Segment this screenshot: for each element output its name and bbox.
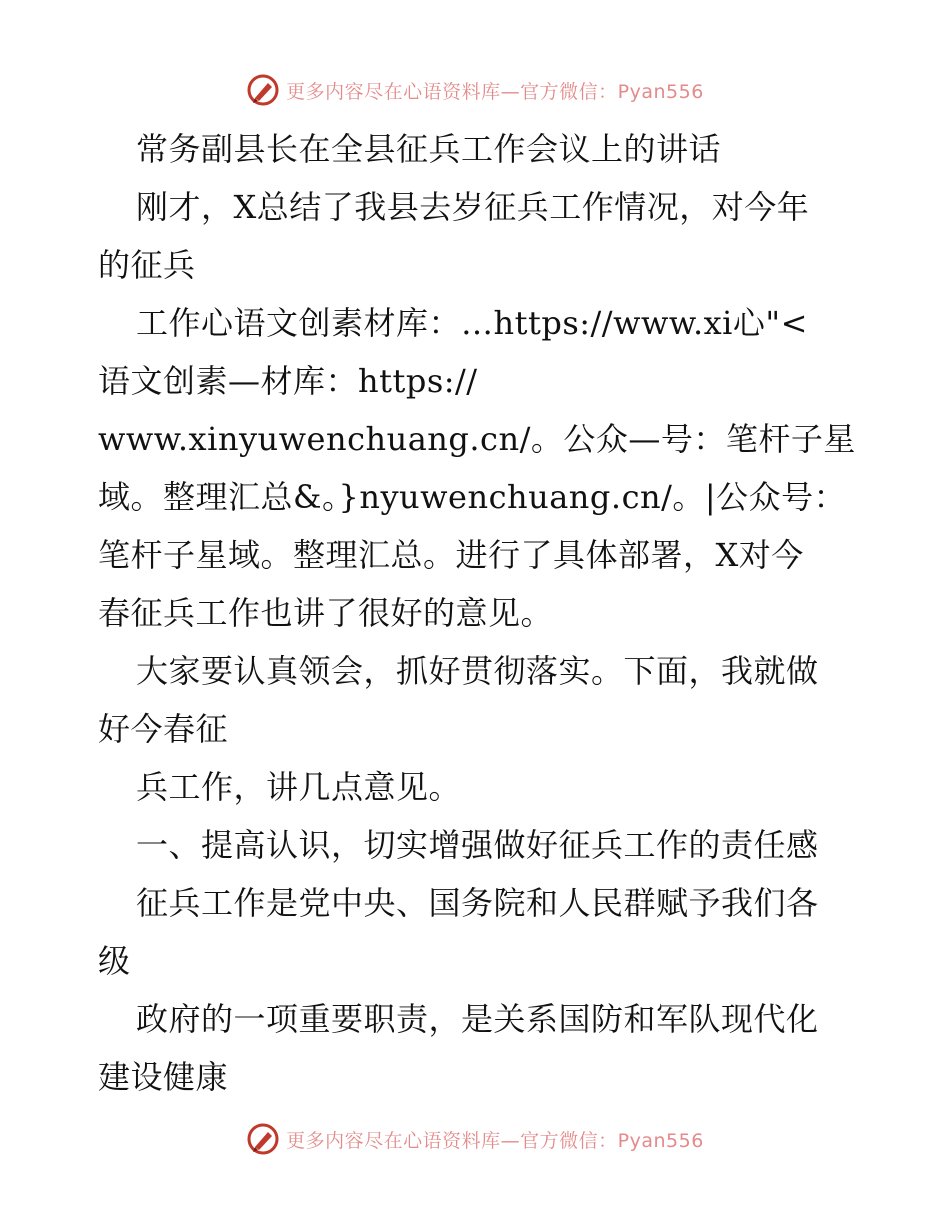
paragraph-line: 级	[98, 942, 131, 980]
section-heading: 一、提高认识，切实增强做好征兵工作的责任感	[136, 826, 819, 864]
header-banner-text: 更多内容尽在心语资料库—官方微信：Pyan556	[286, 80, 704, 103]
paragraph-line: 域。整理汇总&。}nyuwenchuang.cn/。|公众号：	[98, 478, 847, 516]
paragraph-line: 工作心语文创素材库：…https://www.xi心"<	[136, 304, 808, 342]
footer-banner	[0, 1119, 950, 1159]
document-title: 常务副县长在全县征兵工作会议上的讲话	[136, 130, 722, 168]
paragraph-line: 征兵工作是党中央、国务院和人民群赋予我们各	[136, 884, 819, 922]
paragraph-line: 大家要认真领会，抓好贯彻落实。下面，我就做	[136, 652, 819, 690]
paragraph-line: 的征兵	[98, 246, 196, 284]
pen-logo-icon	[246, 73, 280, 107]
footer-banner-text: 更多内容尽在心语资料库—官方微信：Pyan556	[286, 1129, 704, 1152]
document-body	[98, 120, 858, 1106]
pen-logo-icon	[246, 1122, 280, 1156]
paragraph-line: www.xinyuwenchuang.cn/。公众—号：笔杆子星	[98, 420, 856, 458]
paragraph-line: 春征兵工作也讲了很好的意见。	[98, 594, 554, 632]
paragraph-line: 兵工作，讲几点意见。	[136, 768, 462, 806]
paragraph-line: 建设健康	[98, 1058, 229, 1096]
paragraph-line: 好今春征	[98, 710, 229, 748]
paragraph-line: 语文创素—材库：https://	[98, 362, 478, 400]
paragraph-line: 政府的一项重要职责，是关系国防和军队现代化	[136, 1000, 819, 1038]
header-banner	[0, 70, 950, 110]
paragraph-line: 刚才，X总结了我县去岁征兵工作情况，对今年	[136, 188, 810, 226]
paragraph-line: 笔杆子星域。整理汇总。进行了具体部署，X对今	[98, 536, 804, 574]
